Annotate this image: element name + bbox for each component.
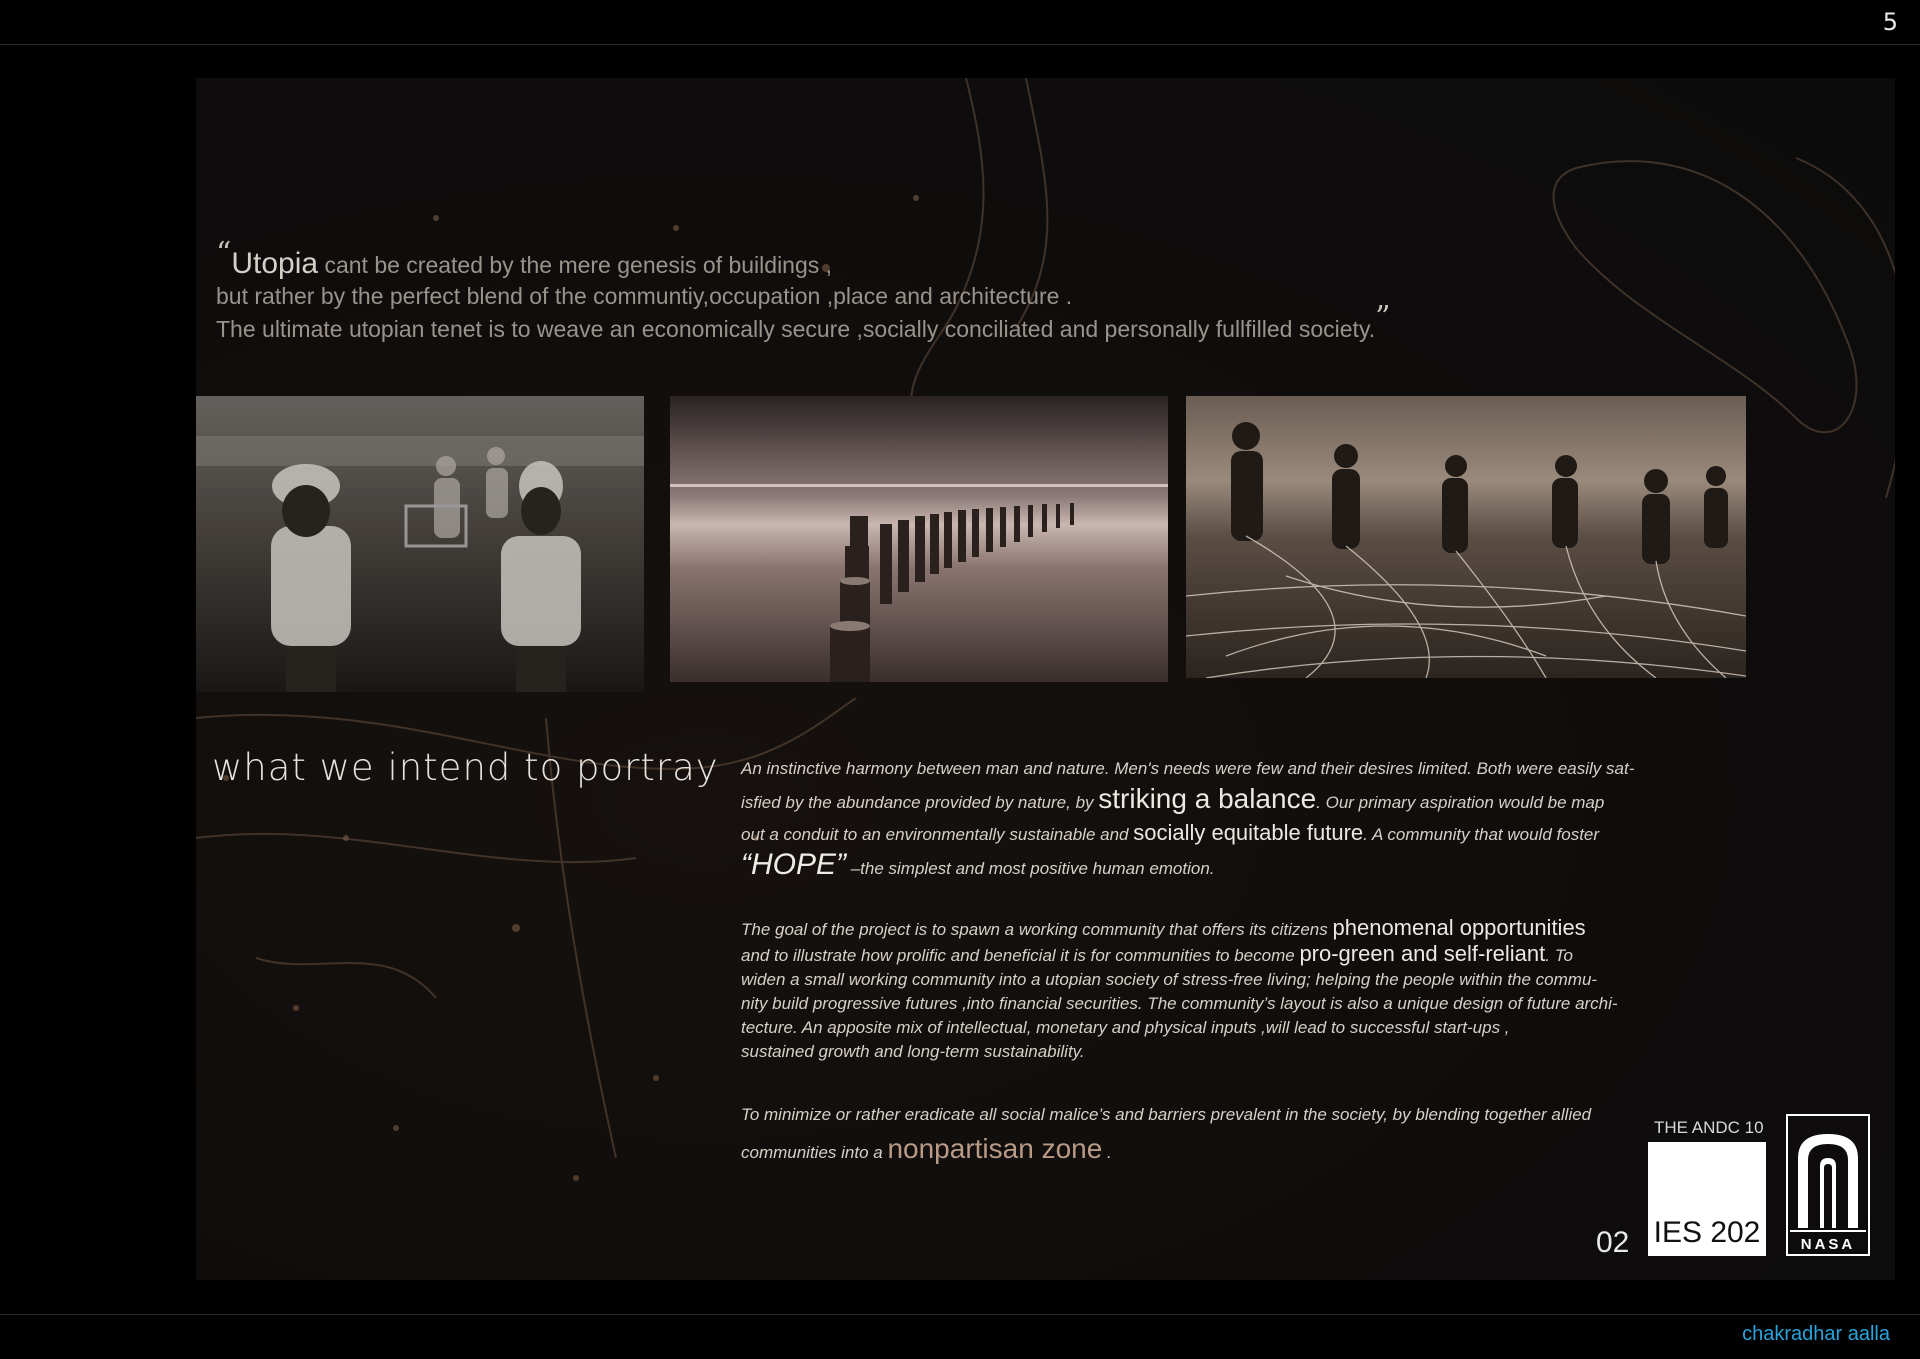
p1-text-e: . A community that would foster [1363,825,1600,844]
sea-wooden-posts-photo [670,396,1168,682]
emphasis-striking-balance: striking a balance [1098,783,1317,814]
paragraph-goal [741,916,1721,1064]
utopia-quote [216,236,1516,345]
quote-line-1-rest: cant be created by the mere genesis of buildings , [318,252,833,278]
p1-line-3 [741,818,1721,850]
paragraph-harmony [741,754,1721,884]
p3-text-b: communities into a [741,1143,888,1162]
quote-line-1 [216,236,1516,281]
p3-text-c: . [1102,1143,1112,1162]
p1-text-c: . Our primary aspiration would be map [1316,793,1605,812]
quote-line-3-text: The ultimate utopian tenet is to weave an economically secure ,socially conciliated and personally fullfilled society. [216,316,1376,342]
nasa-logo-icon [1786,1114,1870,1256]
p1-line-4 [741,850,1721,884]
fishermen-carrying-loads-photo [196,396,644,692]
p2-text-b: and to illustrate how prolific and beneficial it is for communities to become [741,946,1300,965]
emphasis-hope: “HOPE” [741,848,846,881]
p2-text-c: . To [1545,946,1573,965]
p2-line-6: sustained growth and long-term sustainability. [741,1042,1085,1061]
p2-line-5: tecture. An apposite mix of intellectual, monetary and physical inputs ,will lead to successful start-ups , [741,1018,1510,1037]
p2-line-2 [741,942,1721,968]
emphasis-pro-green: pro-green and self-reliant [1299,941,1546,966]
nasa-logo-text: NASA [1800,1236,1856,1253]
p2-line-1 [741,916,1721,942]
emphasis-equitable-future: socially equitable future [1133,820,1364,845]
p1-text-b: isfied by the abundance provided by nature, by [741,793,1099,812]
p3-line-2 [741,1132,1721,1170]
p1-text-f: –the simplest and most positive human emotion. [846,859,1215,878]
andc-label: THE ANDC 10 [1654,1118,1764,1137]
p2-line-3: widen a small working community into a utopian society of stress-free living; helping the people within the commu- [741,970,1598,989]
close-quote-mark: ” [1375,300,1391,335]
section-heading: what we intend to portray [212,746,719,789]
quote-line-3 [216,300,1516,345]
p1-text-d: out a conduit to an environmentally sustainable and [741,825,1134,844]
emphasis-nonpartisan-zone: nonpartisan zone [887,1133,1103,1164]
paragraph-minimize [741,1098,1721,1170]
fishermen-nets-photo [1186,396,1746,678]
emphasis-opportunities: phenomenal opportunities [1332,915,1586,940]
sheet-number: 02 [1596,1226,1630,1259]
p1-line-1: An instinctive harmony between man and nature. Men's needs were few and their desires limited. Both were easily sat- [741,759,1635,778]
p1-line-2 [741,784,1721,818]
ies-code: IES 202 [1653,1216,1761,1249]
p2-line-4: nity build progressive futures ,into financial securities. The community’s layout is also a unique design of future archi- [741,994,1618,1013]
quote-line-2: but rather by the perfect blend of the communtiy,occupation ,place and architecture . [216,283,1073,309]
quote-lead-word: Utopia [231,247,319,280]
p3-line-1: To minimize or rather eradicate all social malice’s and barriers prevalent in the society, by blending together allied [741,1105,1592,1124]
open-quote-mark: “ [216,236,232,271]
presentation-sheet [196,78,1895,1280]
page-number: 5 [1882,8,1898,36]
ies-badge [1648,1142,1766,1256]
top-bar [0,0,1920,45]
bottom-bar [0,1314,1920,1359]
author-name: chakradhar aalla [1742,1323,1890,1345]
p2-text-a: The goal of the project is to spawn a working community that offers its citizens [741,920,1333,939]
